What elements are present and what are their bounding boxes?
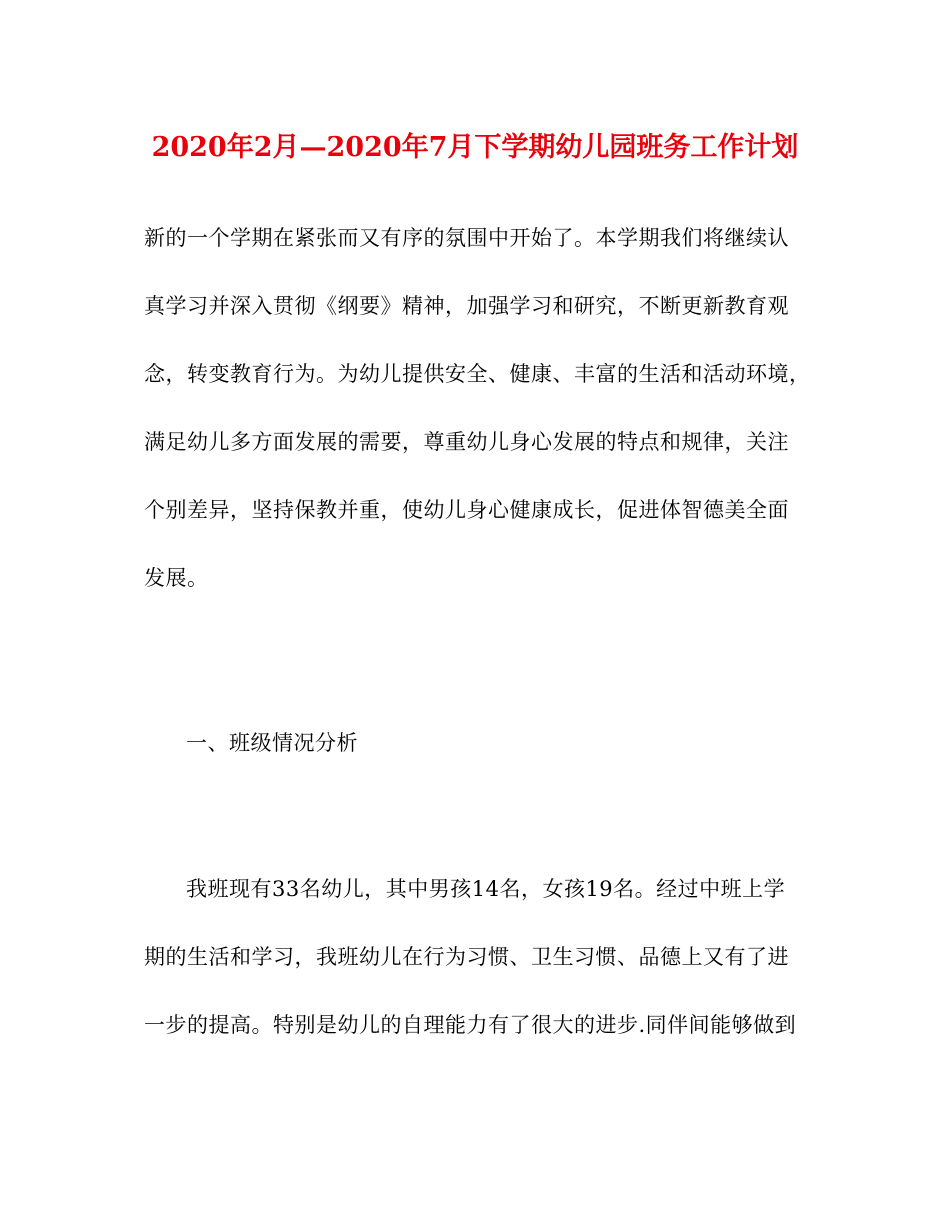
section-line-2: 期的生活和学习，我班幼儿在行为习惯、卫生习惯、品德上又有了进	[144, 945, 789, 969]
document-title: 2020年2月—2020年7月下学期幼儿园班务工作计划	[151, 132, 799, 163]
intro-line-2: 真学习并深入贯彻《纲要》精神，加强学习和研究，不断更新教育观	[144, 294, 789, 318]
section-line-1: 我班现有33名幼儿，其中男孩14名，女孩19名。经过中班上学	[186, 877, 786, 901]
section-line-3: 一步的提高。特别是幼儿的自理能力有了很大的进步.同伴间能够做到	[144, 1013, 797, 1037]
intro-line-4: 满足幼儿多方面发展的需要，尊重幼儿身心发展的特点和规律，关注	[144, 430, 789, 454]
intro-line-6: 发展。	[144, 566, 209, 590]
intro-line-1: 新的一个学期在紧张而又有序的氛围中开始了。本学期我们将继续认	[144, 226, 789, 250]
section-heading: 一、班级情况分析	[186, 731, 358, 755]
intro-line-5: 个别差异，坚持保教并重，使幼儿身心健康成长，促进体智德美全面	[144, 498, 789, 522]
intro-line-3: 念，转变教育行为。为幼儿提供安全、健康、丰富的生活和活动环境，	[144, 362, 811, 386]
